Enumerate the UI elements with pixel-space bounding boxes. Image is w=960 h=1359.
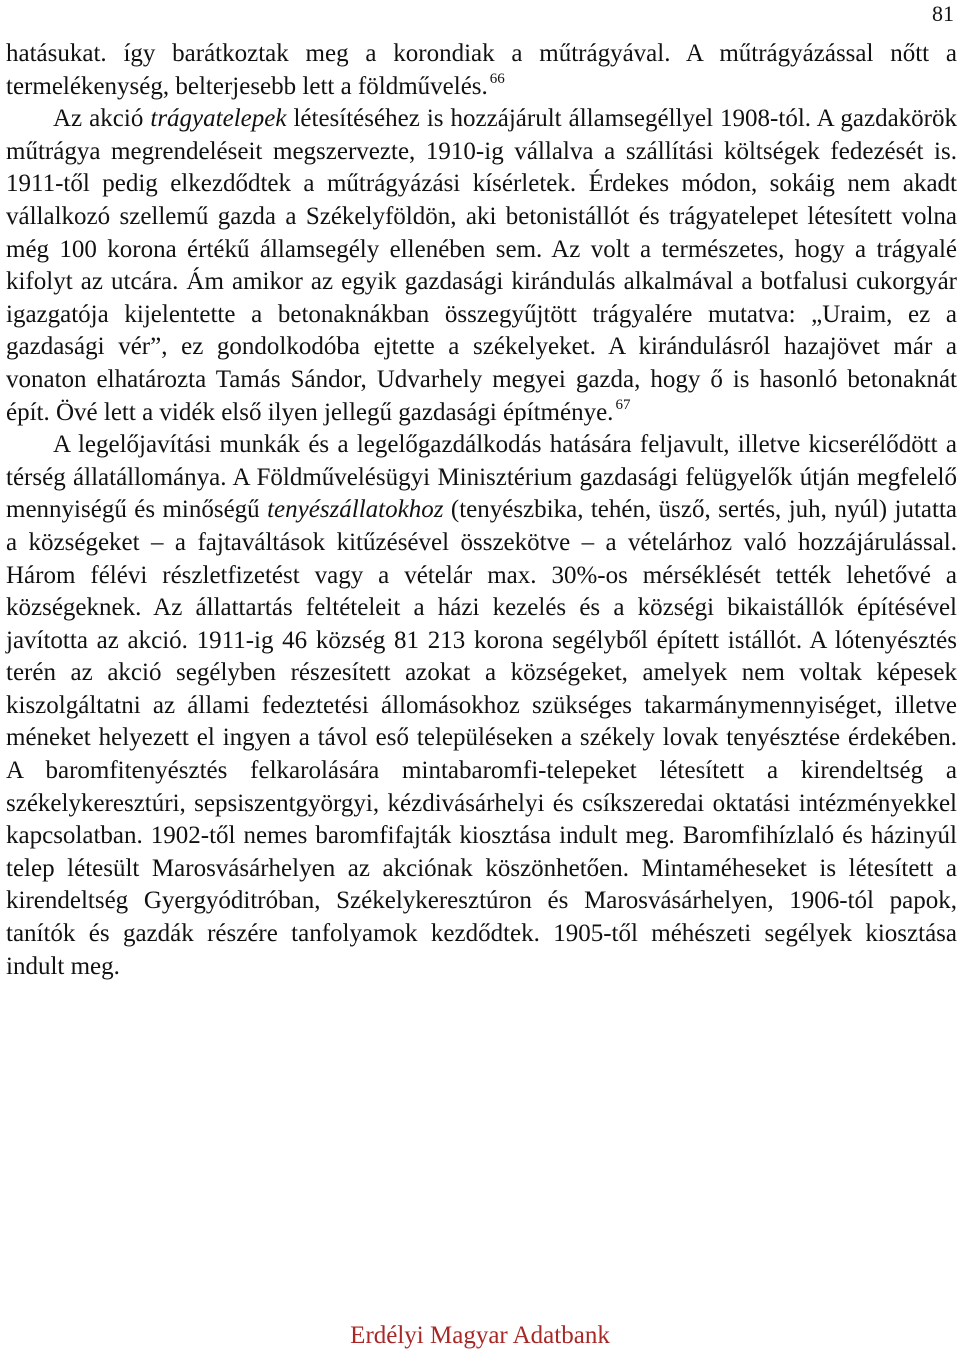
paragraph-2-text-a: Az akció (53, 105, 151, 133)
paragraph-1 (6, 38, 957, 103)
emphasis-tragyatelepek: trágyatelepek (150, 105, 287, 133)
page-number: 81 (932, 1, 954, 26)
body-text (6, 38, 957, 983)
watermark-footer: Erdélyi Magyar Adatbank (350, 1322, 610, 1349)
paragraph-2 (6, 103, 957, 429)
paragraph-2-text-b: létesítéséhez is hozzájárult államsegéllyel 1908-tól. A gazdakörök műtrágya megrendeléseit megszervezte, 1910-ig vállalva a szállítási költségek fedezését is. 1911-től pedig elkezdődtek a műtrágyázási kísérletek. Érdekes módon, sokáig nem akadt vállalkozó szellemű gazda a Székelyföldön, aki betonistállót és trágyatelepet létesített volna még 100 korona értékű államsegély ellenében sem. Az volt a természetes, hogy a trágyalé kifolyt az utcára. Ám amikor az egyik gazdasági kirándulás alkalmával a botfalusi cukorgyár igazgatója kijelentette a betonaknákban összegyűjtött trágyalére mutatva: „Uraim, ez a gazdasági vér”, ez gondolkodóba ejtette a székelyeket. A kirándulásról hazajövet már a vonaton elhatározta Tamás Sándor, Udvarhely megyei gazda, hogy ő is hasonló betonaknát épít. Övé lett a vidék első ilyen jellegű gazdasági építménye. (6, 105, 957, 426)
paragraph-1-text: hatásukat. így barátkoztak meg a korondiak a műtrágyával. A műtrágyázással nőtt a termelékenység, belterjesebb lett a földművelés. (6, 40, 957, 100)
paragraph-3 (6, 429, 957, 983)
footnote-ref-66[interactable]: 66 (489, 70, 505, 87)
paragraph-3-text-a: A legelőjavítási munkák és a legelőgazdálkodás hatására feljavult, illetve kicserélődött a térség állatállománya. A Földművelésügyi Minisztérium gazdasági felügyelők útján megfelelő mennyiségű és minőségű (6, 431, 957, 524)
emphasis-tenyeszallatokhoz: tenyészállatokhoz (267, 496, 444, 524)
paragraph-3-text-b: (tenyészbika, tehén, üsző, sertés, juh, nyúl) jutatta a községeket – a fajtaváltások kitűzésével összekötve – a vételárhoz való hozzájárulással. Három félévi részletfizetést vagy a vételár max. 30%-os mérséklését tették lehetővé a községeknek. Az állattartás feltételeit a házi kezelés és a községi bikaistállók építésével javította az akció. 1911-ig 46 község 81 213 korona segélyből épített istállót. A lótenyésztés terén az akció segélyben részesített azokat a községeket, amelyek nem voltak képesek kiszolgáltatni az állami fedeztetési állomásokhoz szükséges takarmánymennyiséget, illetve méneket helyezett el ingyen a távol eső településeken a székely lovak tenyésztése érdekében. A baromfitenyésztés felkarolására mintabaromfi-telepeket létesített a kirendeltség a székelykeresztúri, sepsiszentgyörgyi, kézdivásárhelyi és csíkszeredai oktatási intézményekkel kapcsolatban. 1902-től nemes baromfifajták kiosztása indult meg. Baromfihízlaló és házinyúl telep létesült Marosvásárhelyen az akciónak köszönhetően. Mintaméheseket is létesített a kirendeltség Gyergyóditróban, Székelykeresztúron és Marosvásárhelyen, 1906-tól papok, tanítók és gazdák részére tanfolyamok kezdődtek. 1905-től méhészeti segélyek kiosztása indult meg. (6, 496, 957, 980)
footnote-ref-67[interactable]: 67 (615, 396, 631, 413)
